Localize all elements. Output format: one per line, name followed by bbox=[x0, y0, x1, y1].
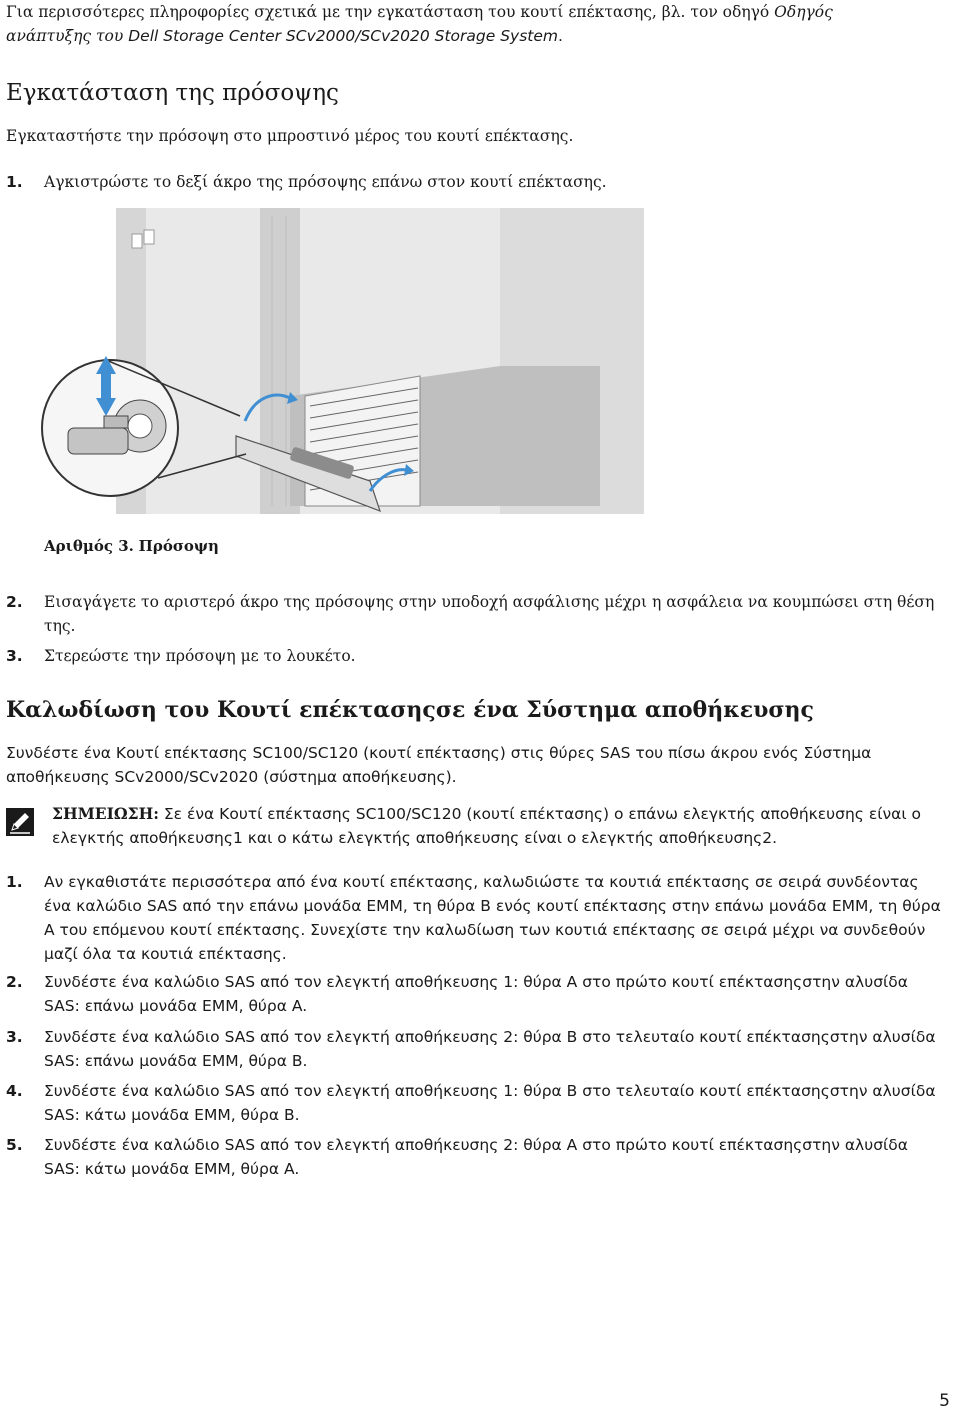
section-heading-cabling: Καλωδίωση του Κουτί επέκτασηςσε ένα Σύστημα αποθήκευσης bbox=[6, 697, 814, 723]
note-label: ΣΗΜΕΙΩΣΗ: bbox=[52, 804, 159, 823]
section-heading-bezel: Εγκατάσταση της πρόσοψης bbox=[6, 80, 339, 106]
step-text: Αν εγκαθιστάτε περισσότερα από ένα κουτί επέκτασης, καλωδιώστε τα κουτιά επέκτασης σε σειρά συνδέοντας ένα καλώδιο SAS από την επάνω μονάδα EMM, τη θύρα B ενός κουτί επέκτασης στην επάνω μονάδα EMM, τη θύρα A του επόμενου κουτί επέκτασης. Συνεχίστε την καλωδίωση των κουτιά επέκτασης σε σειρά μέχρι να συνδεθούν μαζί όλα τα κουτιά επέκτασης. bbox=[44, 873, 941, 963]
step-text: Συνδέστε ένα καλώδιο SAS από τον ελεγκτή αποθήκευσης 2: θύρα A στο πρώτο κουτί επέκτασηςστην αλυσίδα SAS: κάτω μονάδα EMM, θύρα A. bbox=[44, 1136, 908, 1178]
step-number: 1. bbox=[6, 173, 23, 191]
step-number: 2. bbox=[6, 973, 23, 991]
intro-text: Για περισσότερες πληροφορίες σχετικά με την εγκατάσταση του κουτί επέκτασης, βλ. τον οδηγό bbox=[6, 3, 770, 21]
note-block bbox=[52, 802, 952, 850]
step-number: 2. bbox=[6, 593, 23, 611]
bezel-illustration bbox=[40, 206, 644, 516]
step-number: 3. bbox=[6, 647, 23, 665]
section-intro-cabling: Συνδέστε ένα Κουτί επέκτασης SC100/SC120 (κουτί επέκτασης) στις θύρες SAS του πίσω άκρου ενός Σύστημα αποθήκευσης SCv2000/SCv2020 (σύστημα αποθήκευσης). bbox=[6, 744, 872, 786]
page-number: 5 bbox=[939, 1391, 950, 1411]
bezel-figure bbox=[40, 206, 644, 516]
step-text: Εισαγάγετε το αριστερό άκρο της πρόσοψης στην υποδοχή ασφάλισης μέχρι η ασφάλεια να κουμπώσει στη θέση της. bbox=[44, 593, 935, 635]
step-number: 4. bbox=[6, 1082, 23, 1100]
pencil-note-icon bbox=[6, 808, 34, 836]
step-text: Συνδέστε ένα καλώδιο SAS από τον ελεγκτή αποθήκευσης 1: θύρα B στο τελευταίο κουτί επέκτασηςστην αλυσίδα SAS: κάτω μονάδα EMM, θύρα B. bbox=[44, 1082, 936, 1124]
figure-caption-prefix: Αριθμός 3. bbox=[44, 537, 134, 555]
step-text: Συνδέστε ένα καλώδιο SAS από τον ελεγκτή αποθήκευσης 2: θύρα B στο τελευταίο κουτί επέκτασηςστην αλυσίδα SAS: επάνω μονάδα EMM, θύρα B. bbox=[44, 1028, 936, 1070]
intro-paragraph bbox=[6, 0, 946, 48]
section-intro-bezel: Εγκαταστήστε την πρόσοψη στο μπροστινό μέρος του κουτί επέκτασης. bbox=[6, 127, 574, 145]
step-text: Αγκιστρώστε το δεξί άκρο της πρόσοψης επάνω στον κουτί επέκτασης. bbox=[44, 173, 607, 191]
guide-title-part2: ανάπτυξης του bbox=[6, 27, 124, 45]
figure-caption-title: Πρόσοψη bbox=[138, 537, 219, 555]
step-number: 3. bbox=[6, 1028, 23, 1046]
figure-caption bbox=[44, 537, 219, 555]
step-number: 5. bbox=[6, 1136, 23, 1154]
note-text: Σε ένα Κουτί επέκτασης SC100/SC120 (κουτί επέκτασης) ο επάνω ελεγκτής αποθήκευσης είναι ο ελεγκτής αποθήκευσης1 και ο κάτω ελεγκτής αποθήκευσης είναι ο ελεγκτής αποθήκευσης2. bbox=[52, 805, 921, 847]
step-text: Στερεώστε την πρόσοψη με το λουκέτο. bbox=[44, 647, 356, 665]
guide-title-part1: Οδηγός bbox=[774, 3, 833, 21]
step-text: Συνδέστε ένα καλώδιο SAS από τον ελεγκτή αποθήκευσης 1: θύρα A στο πρώτο κουτί επέκτασηςστην αλυσίδα SAS: επάνω μονάδα EMM, θύρα A. bbox=[44, 973, 908, 1015]
guide-suffix: . bbox=[558, 27, 563, 45]
step-number: 1. bbox=[6, 873, 23, 891]
guide-title-part3: Dell Storage Center SCv2000/SCv2020 Storage System bbox=[128, 27, 559, 45]
